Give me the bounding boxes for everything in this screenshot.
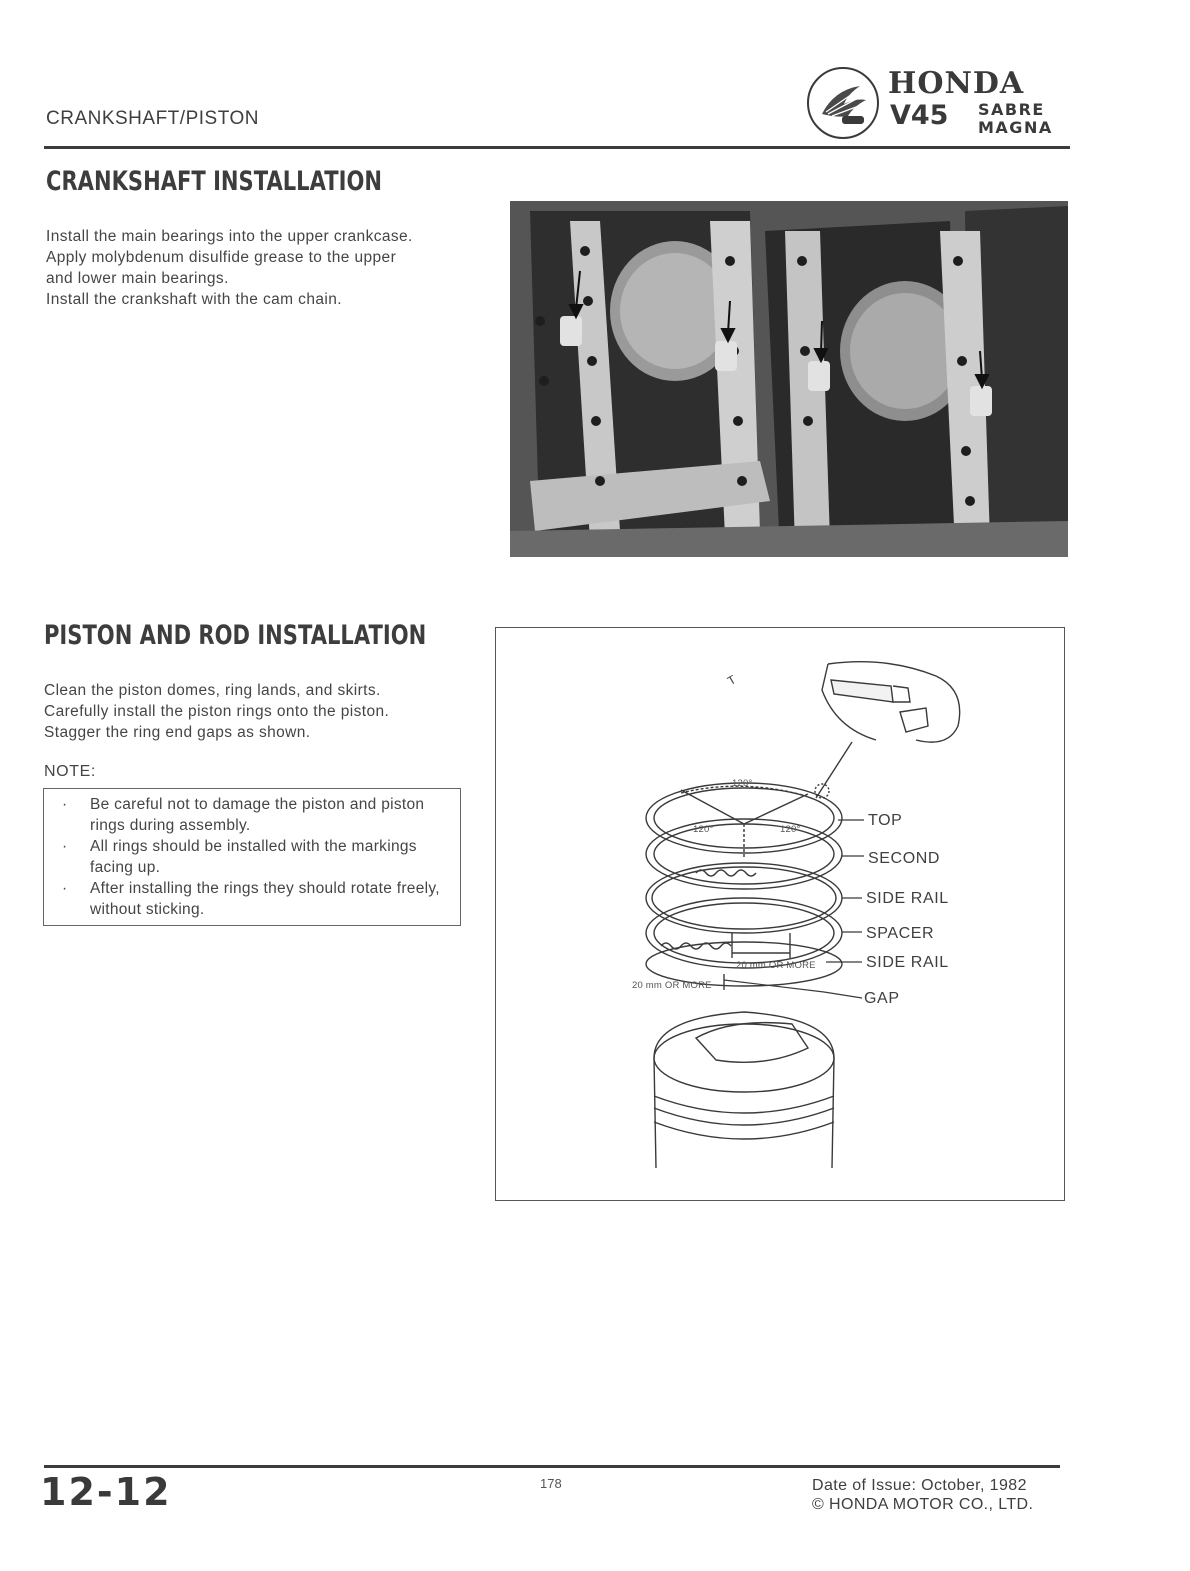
angle-label-right: 120° (780, 824, 801, 835)
note-text: Be careful not to damage the piston and piston rings during assembly. (90, 796, 425, 834)
crankshaft-line: and lower main bearings. (46, 270, 229, 287)
crankshaft-title: CRANKSHAFT INSTALLATION (46, 166, 382, 197)
dimension-label: 20 mm OR MORE (736, 960, 816, 971)
piston-text (44, 680, 389, 743)
callout-side-rail-upper: SIDE RAIL (866, 890, 949, 907)
variant-sabre: SABRE (978, 100, 1045, 119)
bullet-icon: · (62, 796, 68, 813)
crankshaft-text (46, 226, 413, 310)
note-label: NOTE: (44, 763, 96, 780)
variant-magna: MAGNA (978, 118, 1053, 137)
callout-second: SECOND (868, 850, 941, 867)
crankshaft-line: Install the crankshaft with the cam chain. (46, 291, 342, 308)
crankcase-photo (510, 201, 1068, 557)
crankshaft-line: Install the main bearings into the upper crankcase. (46, 228, 413, 245)
model-name: V45 (890, 100, 949, 131)
copyright: © HONDA MOTOR CO., LTD. (812, 1496, 1034, 1513)
callout-spacer: SPACER (866, 925, 935, 942)
bullet-icon: · (62, 838, 68, 855)
page-number: 178 (540, 1476, 562, 1491)
footer-rule (44, 1465, 1060, 1468)
ring-diagram-drawing (496, 628, 1064, 1200)
angle-label-left: 120° (693, 824, 714, 835)
crankshaft-line: Apply molybdenum disulfide grease to the upper (46, 249, 397, 266)
callout-top: TOP (868, 812, 903, 829)
page-code: 12-12 (40, 1470, 172, 1514)
ring-mark-label: T (725, 671, 739, 689)
angle-label-top: 120° (732, 778, 753, 789)
note-box (43, 788, 461, 926)
dimension-label: 20 mm OR MORE (632, 980, 712, 991)
callout-gap: GAP (864, 990, 900, 1007)
callout-side-rail-lower: SIDE RAIL (866, 954, 949, 971)
piston-title: PISTON AND ROD INSTALLATION (44, 620, 427, 651)
note-text: After installing the rings they should rotate freely, without sticking. (90, 880, 440, 918)
bullet-icon: · (62, 880, 68, 897)
piston-line: Carefully install the piston rings onto the piston. (44, 703, 390, 720)
piston-line: Stagger the ring end gaps as shown. (44, 724, 311, 741)
section-label: CRANKSHAFT/PISTON (46, 108, 259, 129)
ring-diagram (495, 627, 1065, 1201)
issue-date: Date of Issue: October, 1982 (812, 1477, 1027, 1494)
brand-name: HONDA (888, 66, 1025, 101)
issue-info (812, 1476, 1033, 1514)
note-text: All rings should be installed with the markings facing up. (90, 838, 417, 876)
honda-wing-logo (804, 64, 882, 142)
header-rule (44, 146, 1070, 149)
piston-line: Clean the piston domes, ring lands, and skirts. (44, 682, 381, 699)
